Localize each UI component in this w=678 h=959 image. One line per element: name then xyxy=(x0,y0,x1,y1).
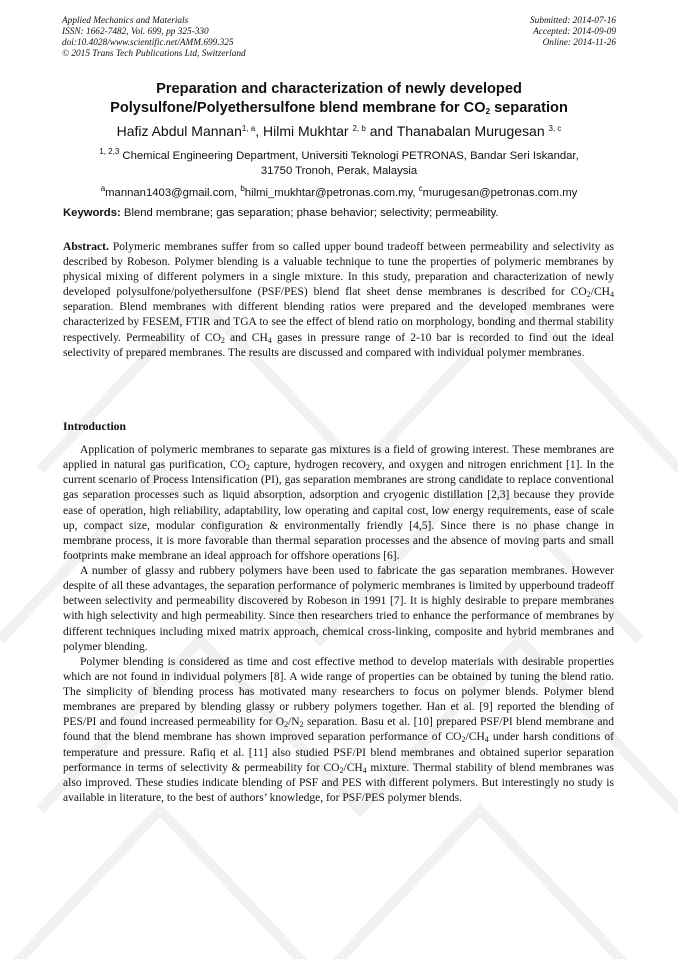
affiliation: $^{1, 2,3}$ Chemical Engineering Department, Universiti Teknologi PETRONAS, Bandar Seri Iskandar, 31750 Tronoh, Perak, Malaysia xyxy=(99,147,579,177)
author-name: Hafiz Abdul Mannan xyxy=(116,123,242,139)
keywords-text: Blend membrane; gas separation; phase behavior; selectivity; permeability. xyxy=(120,207,499,219)
introduction-body xyxy=(63,443,614,806)
section-heading-introduction: Introduction xyxy=(63,420,126,433)
author-emails: $^a$mannan1403@gmail.com, $^b$hilmi_mukhtar@petronas.com.my, $^c$murugesan@petronas.com.my xyxy=(100,184,578,199)
author-affiliation-mark: 1, a xyxy=(241,124,256,133)
journal-copyright: © 2015 Trans Tech Publications Ltd, Switzerland xyxy=(62,49,246,59)
title-line-2: Polysulfone/Polyethersulfone blend membrane for $CO_2$ separation xyxy=(110,100,568,116)
author-affiliation-mark: 2, b xyxy=(352,124,366,133)
abstract: Abstract. Polymeric membranes suffer from so called upper bound tradeoff between permeability and selectivity as described by Robeson. Polymer blending is a valuable technique to tune the properties of polymeric membranes by physical mixing of different polymers in a single mixture. In this study, preparation and characterization of newly developed polysulfone/polyethersulfone (PSF/PES) blend flat sheet dense membranes is described for $CO_2/CH_4$ separation. Blend membranes with different blending ratios were prepared and the developed membranes were characterized by FESEM, FTIR and TGA to see the effect of blend ratio on morphology, bonding and thermal stability respectively. Permeability of $CO_2$ and $CH_4$ gases in pressure range of 2-10 bar is recorded to find out the ideal selectivity of prepared membranes. The results are discussed and compared with individual polymer membranes. xyxy=(63,241,614,359)
email-link[interactable]: hilmi_mukhtar@petronas.com.my, xyxy=(244,187,419,199)
paragraph: Application of polymeric membranes to separate gas mixtures is a field of growing interest. These membranes are applied in natural gas purification, $CO_2$ capture, hydrogen recovery, and oxygen and nitrogen enrichment [1]. In the current scenario of Process Intensification (PI), gas separation membranes are strong candidate to replace conventional gas separation processes such as liquid absorption, adsorption and cryogenic distillation [2,3] because they provide ease of operation, high reliability, adaptability, low operating and capital cost, low energy requirements, ease of scale up, compact size, modular configuration & environmentally friendly [4,5]. Since there is no phase change in membrane process, it is more favorable than thermal separation processes and the absence of moving parts and small footprints make membrane an ideal approach for offshore operations [6]. xyxy=(63,444,614,562)
paper-title xyxy=(40,80,638,118)
title-line-1: Preparation and characterization of newly developed xyxy=(156,81,522,97)
author-list: Hafiz Abdul Mannan$^{1, a}$, Hilmi Mukhtar $^{2, b}$ and Thanabalan Murugesan $^{3, c}$ xyxy=(116,123,562,139)
abstract-label: Abstract. xyxy=(63,241,109,253)
email-link[interactable]: mannan1403@gmail.com, xyxy=(105,187,241,199)
journal-header xyxy=(62,16,246,60)
keywords xyxy=(63,206,623,220)
date-accepted: Accepted: 2014-09-09 xyxy=(533,27,616,37)
email-link[interactable]: murugesan@petronas.com.my xyxy=(422,187,578,199)
dates-header xyxy=(530,16,616,49)
author-name: Thanabalan Murugesan xyxy=(396,123,549,139)
journal-issn: ISSN: 1662-7482, Vol. 699, pp 325-330 xyxy=(62,27,209,37)
date-online: Online: 2014-11-26 xyxy=(542,38,616,48)
author-affiliation-mark: 3, c xyxy=(548,124,562,133)
journal-name: Applied Mechanics and Materials xyxy=(62,16,189,26)
journal-doi: doi:10.4028/www.scientific.net/AMM.699.325 xyxy=(62,38,234,48)
keywords-label: Keywords: xyxy=(63,207,121,219)
author-name: Hilmi Mukhtar xyxy=(263,123,353,139)
paragraph: A number of glassy and rubbery polymers have been used to fabricate the gas separation membranes. However despite of all these advantages, the separation performance of polymeric membranes is limited by upperbound tradeoff between selectivity and permeability discovered by Robeson in 1991 [7]. It is highly desirable to prepare membranes with high selectivity and high permeability. Since then researchers tried to enhance the performance of membranes by different techniques including mixed matrix approach, chemical cross-linking, composite and hybrid membranes and polymer blending. xyxy=(63,565,614,653)
paragraph: Polymer blending is considered as time and cost effective method to develop materials with desirable properties which are not found in individual polymers [8]. A wide range of properties can be obtained by tuning the blend ratio. The simplicity of blending process has motivated many researchers to focus on polymer blends. Polymer blend membranes are prepared by blending glassy or rubbery polymers together. Han et al. [9] reported the blending of PES/PI and found increased permeability for $O_2/N_2$ separation. Basu et al. [10] prepared PSF/PI blend membrane and found that the blend membrane has shown improved separation performance of $CO_2/CH_4$ under harsh conditions of temperature and pressure. Rafiq et al. [11] also studied PSF/PI blend membranes and obtained superior separation performance in terms of selectivity & permeability for $CO_2/CH_4$ mixture. Thermal stability of blend membranes was also improved. These studies indicate blending of PSF and PES with different polymers. But interestingly no study is available in literature, to the best of authors’ knowledge, for PSF/PES polymer blends. xyxy=(63,655,615,804)
date-submitted: Submitted: 2014-07-16 xyxy=(530,16,616,26)
